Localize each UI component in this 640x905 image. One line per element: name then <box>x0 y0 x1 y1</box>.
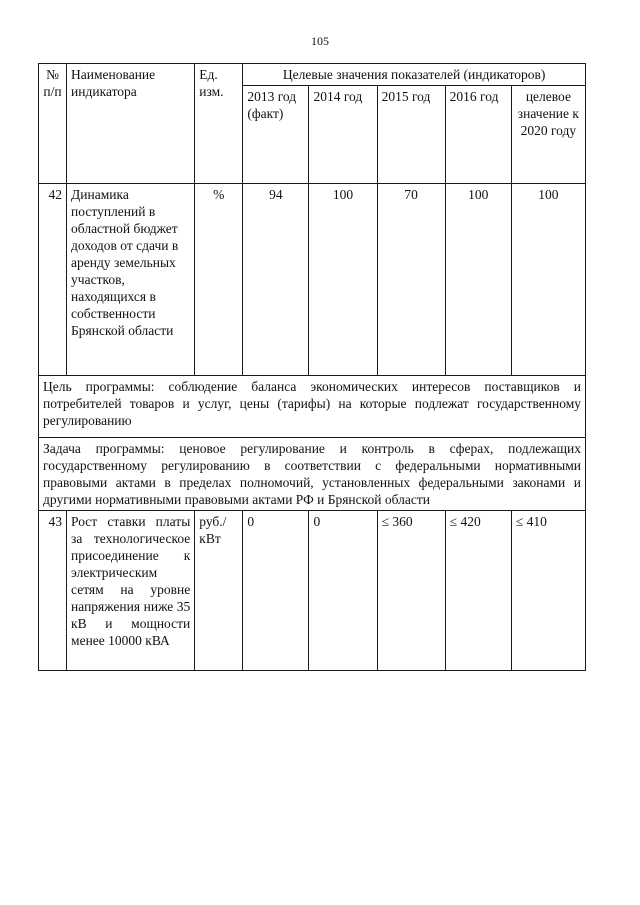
header-name: Наименование индикатора <box>67 64 195 184</box>
page-number: 105 <box>311 34 329 48</box>
row-value-2016: ≤ 420 <box>445 511 511 671</box>
header-year-2016: 2016 год <box>445 86 511 184</box>
program-task: Задача программы: ценовое регулирование и контроль в сферах, подлежащих государственному регулированию в соответствии с федеральными нормативными правовыми актами в пределах полномочий, установленных федеральными законами и другими нормативными правовыми актами РФ и Брянской области <box>39 438 586 511</box>
program-goal: Цель программы: соблюдение баланса экономических интересов поставщиков и потребителей товаров и услуг, цены (тарифы) на которые подлежат государственному регулированию <box>39 376 586 438</box>
row-indicator-name: Динамика поступлений в областной бюджет доходов от сдачи в аренду земельных участков, находящихся в собственности Брянской области <box>67 184 195 376</box>
program-task-row <box>39 438 586 511</box>
header-year-2014: 2014 год <box>309 86 377 184</box>
table-row <box>39 511 586 671</box>
row-unit: руб./ кВт <box>195 511 243 671</box>
row-value-2020: 100 <box>511 184 585 376</box>
header-year-2015: 2015 год <box>377 86 445 184</box>
row-value-2015: 70 <box>377 184 445 376</box>
row-indicator-name: Рост ставки платы за технологическое присоединение к электрическим сетям на уровне напряжения ниже 35 кВ и мощности менее 10000 кВА <box>67 511 195 671</box>
row-value-2014: 0 <box>309 511 377 671</box>
row-value-2013: 94 <box>243 184 309 376</box>
row-value-2014: 100 <box>309 184 377 376</box>
row-num: 43 <box>39 511 67 671</box>
header-year-2013: 2013 год (факт) <box>243 86 309 184</box>
header-num: № п/п <box>39 64 67 184</box>
row-value-2016: 100 <box>445 184 511 376</box>
row-value-2020: ≤ 410 <box>511 511 585 671</box>
row-value-2015: ≤ 360 <box>377 511 445 671</box>
indicators-table <box>38 63 586 671</box>
header-row-top <box>39 64 586 86</box>
program-goal-row <box>39 376 586 438</box>
table-row <box>39 184 586 376</box>
row-value-2013: 0 <box>243 511 309 671</box>
header-year-2020-target: целевое значение к 2020 году <box>511 86 585 184</box>
header-unit: Ед. изм. <box>195 64 243 184</box>
row-unit: % <box>195 184 243 376</box>
row-num: 42 <box>39 184 67 376</box>
header-targets: Целевые значения показателей (индикаторов) <box>243 64 586 86</box>
